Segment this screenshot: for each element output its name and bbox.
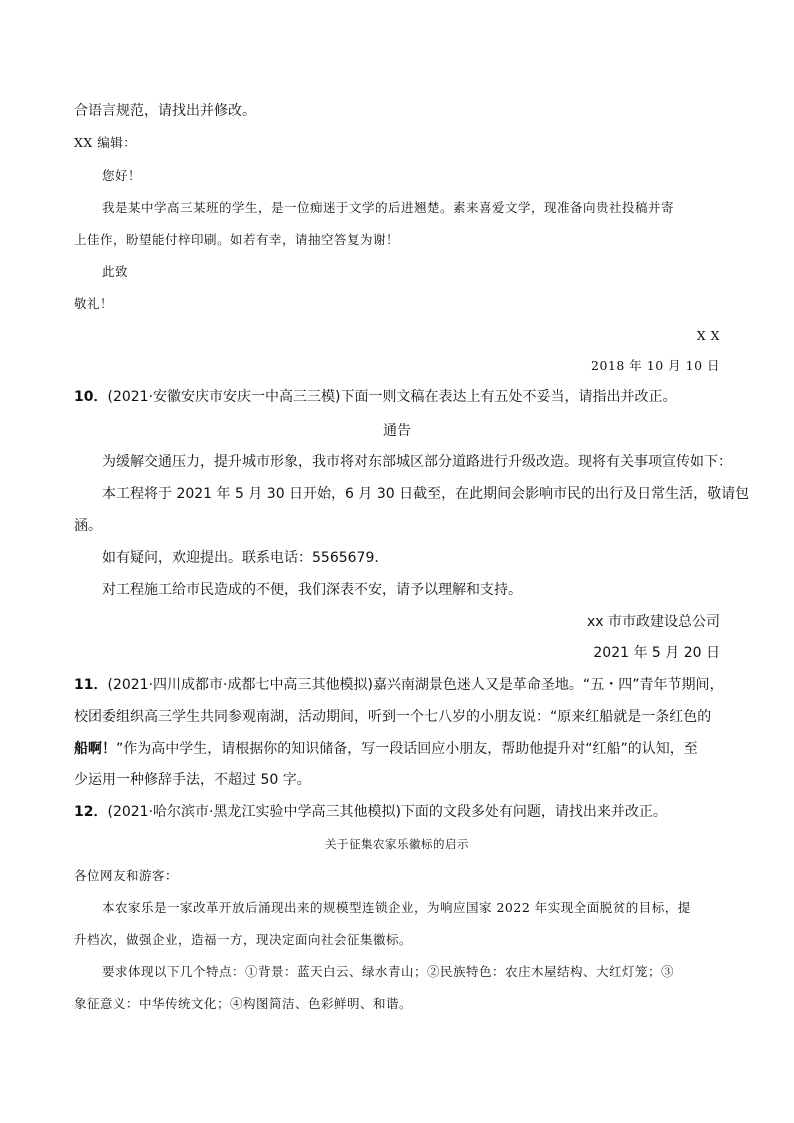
letter-body-line2: 上佳作，盼望能付梓印刷。如若有幸，请抽空答复为谢！: [74, 232, 400, 247]
question-number: 10．: [74, 389, 108, 405]
question-12: [74, 802, 667, 822]
question-number: 12．: [74, 804, 108, 820]
notice-2-title: 关于征集农家乐徽标的启示: [325, 837, 469, 851]
notice-2-paragraph-2-line1: 要求体现以下几个特点：①背景：蓝天白云、绿水青山；②民族特色：农庄木屋结构、大红灯笼；③: [102, 964, 675, 979]
letter-body-line1: 我是某中学高三某班的学生，是一位痴迷于文学的后进翘楚。素来喜爱文学，现准备向贵社投稿并寄: [102, 200, 675, 215]
notice-paragraph-1: 为缓解交通压力，提升城市形象，我市将对东部城区部分道路进行升级改造。现将有关事项宣传如下：: [102, 454, 732, 470]
letter-intro-tail: 合语言规范，请找出并修改。: [74, 103, 256, 119]
letter-closing2: 敬礼！: [74, 296, 114, 311]
notice-date: 2021 年 5 月 20 日: [593, 645, 720, 661]
question-line1-tail: 嘉兴南湖景色迷人又是革命圣地。“五・四”青年节期间，: [372, 677, 724, 693]
question-source: (2021·安徽安庆市安庆一中高三三模): [107, 389, 341, 405]
letter-salutation: XX 编辑：: [74, 135, 137, 150]
letter-signature: X X: [696, 328, 720, 343]
question-11: [74, 675, 723, 695]
letter-date: 2018 年 10 月 10 日: [591, 358, 720, 373]
question-source: (2021·哈尔滨市·黑龙江实验中学高三其他模拟): [107, 804, 401, 820]
notice-title: 通告: [383, 423, 411, 439]
question-11-line2: 校团委组织高三学生共同参观南湖，活动期间，听到一个七八岁的小朋友说：“原来红船就是一条红色的: [74, 709, 712, 725]
letter-closing1: 此致: [102, 264, 129, 279]
notice-2-paragraph-1-line2: 升档次，做强企业，造福一方，现决定面向社会征集徽标。: [74, 932, 413, 947]
notice-2-paragraph-1-line1: 本农家乐是一家改革开放后涌现出来的规模型连锁企业，为响应国家 2022 年实现全面脱贫的目标，提: [102, 900, 691, 915]
notice-paragraph-4: 对工程施工给市民造成的不便，我们深表不安，请予以理解和支持。: [102, 582, 522, 598]
notice-2-paragraph-2-line2: 象征意义：中华传统文化；④构图简洁、色彩鲜明、和谐。: [74, 996, 413, 1011]
question-source: (2021·四川成都市·成都七中高三其他模拟): [107, 677, 373, 693]
question-prompt: 下面的文段多处有问题，请找出来并改正。: [400, 804, 667, 820]
notice-paragraph-3: 如有疑问，欢迎提出。联系电话：5565679.: [102, 550, 379, 566]
notice-paragraph-2-line1: 本工程将于 2021 年 5 月 30 日开始，6 月 30 日截至，在此期间会影响市民的出行及日常生活，敬请包: [102, 486, 750, 502]
question-11-line3: 船啊！”作为高中学生，请根据你的知识储备，写一段话回应小朋友，帮助他提升对“红船”的认知，至: [74, 741, 698, 757]
question-prompt: 下面一则文稿在表达上有五处不妥当，请指出并改正。: [340, 389, 677, 405]
notice-signature: xx 市市政建设总公司: [586, 614, 720, 630]
question-10: [74, 387, 677, 407]
question-number: 11．: [74, 677, 108, 693]
notice-2-salutation: 各位网友和游客：: [74, 868, 179, 883]
notice-paragraph-2-line2: 涵。: [74, 518, 102, 534]
question-11-line4: 少运用一种修辞手法，不超过 50 字。: [74, 772, 311, 788]
letter-greeting: 您好！: [102, 168, 142, 183]
